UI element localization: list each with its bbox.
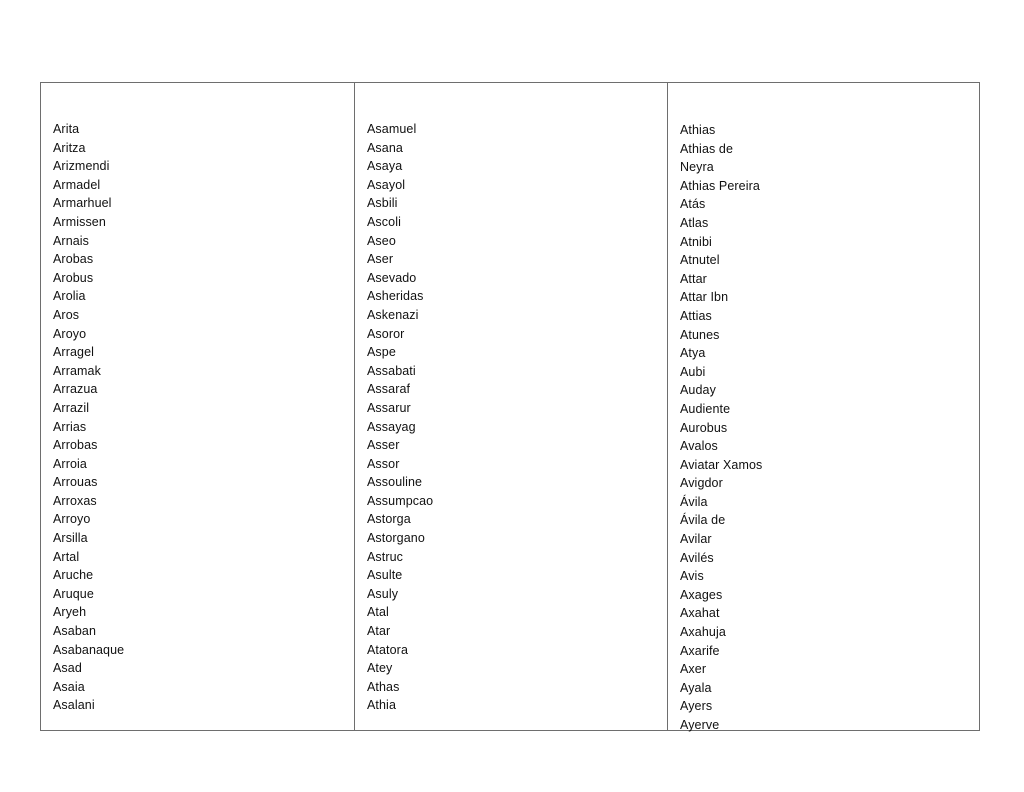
name-entry: Attar Ibn (680, 290, 729, 305)
name-entry: Asayol (367, 177, 406, 192)
name-entry: Arroia (53, 456, 87, 471)
name-entry: Asaya (367, 159, 403, 174)
name-entry: Asevado (367, 270, 417, 285)
name-entry: Artal (53, 549, 80, 564)
name-entry: Asana (367, 140, 403, 155)
name-entry: Atnutel (680, 253, 720, 268)
name-entry: Atatora (367, 642, 409, 657)
name-entry: Asaban (53, 624, 96, 639)
name-entry: Avalos (680, 439, 718, 454)
name-entry: Asser (367, 438, 400, 453)
name-list-1 (53, 120, 124, 715)
name-entry: Asbili (367, 196, 398, 211)
name-entry: Atás (680, 197, 706, 212)
name-entry: Aryeh (53, 605, 87, 620)
name-entry: Asuly (367, 586, 399, 601)
name-entry: Arobas (53, 252, 94, 267)
name-entry: Ávila (680, 494, 708, 509)
name-entry: Axahat (680, 606, 720, 621)
name-entry: Arita (53, 122, 80, 136)
name-entry: Axages (680, 587, 723, 602)
name-entry: Arrobas (53, 438, 98, 453)
name-entry: Atnibi (680, 234, 712, 249)
name-entry: Asamuel (367, 122, 417, 136)
name-entry: Arsilla (53, 531, 88, 546)
name-entry: Avis (680, 569, 704, 584)
name-entry: Astorgano (367, 531, 425, 546)
name-entry: Audiente (680, 401, 731, 416)
name-entry: Assabati (367, 363, 416, 378)
table-column-3 (667, 83, 979, 730)
name-entry: Avilés (680, 550, 714, 565)
name-entry: Arrias (53, 419, 87, 434)
name-entry: Astorga (367, 512, 411, 527)
name-entry: Neyra (680, 160, 714, 175)
name-entry: Aroyo (53, 326, 87, 341)
name-entry: Assouline (367, 475, 423, 490)
name-entry: Aviatar Xamos (680, 457, 763, 472)
name-entry: Athias Pereira (680, 178, 760, 193)
name-entry: Axarife (680, 643, 720, 658)
name-entry: Aurobus (680, 420, 728, 435)
name-entry: Asad (53, 661, 82, 676)
name-entry: Attias (680, 308, 712, 323)
name-entry: Athas (367, 679, 400, 694)
name-entry: Arnais (53, 233, 90, 248)
name-list-3 (680, 121, 762, 735)
surname-table (40, 82, 980, 731)
name-entry: Asheridas (367, 289, 424, 304)
name-entry: Atya (680, 346, 706, 361)
name-entry: Aritza (53, 140, 86, 155)
name-entry: Aruque (53, 586, 94, 601)
name-entry: Auday (680, 383, 716, 398)
name-entry: Armarhuel (53, 196, 112, 211)
name-entry: Ayers (680, 699, 713, 714)
name-entry: Aser (367, 252, 394, 267)
name-entry: Asalani (53, 698, 95, 713)
name-entry: Aruche (53, 568, 94, 583)
name-entry: Arroxas (53, 493, 97, 508)
name-entry: Arrouas (53, 475, 98, 490)
name-entry: Aubi (680, 364, 706, 379)
name-entry: Athia (367, 698, 396, 713)
name-entry: Aspe (367, 345, 396, 360)
name-entry: Asulte (367, 568, 403, 583)
name-entry: Asoror (367, 326, 405, 341)
name-entry: Arrazil (53, 400, 90, 415)
name-entry: Armissen (53, 214, 106, 229)
name-entry: Asaia (53, 679, 85, 694)
name-entry: Arolia (53, 289, 86, 304)
name-entry: Axahuja (680, 625, 726, 640)
name-entry: Avigdor (680, 476, 723, 491)
name-entry: Arragel (53, 345, 94, 360)
name-entry: Athias (680, 123, 716, 137)
name-entry: Assor (367, 456, 400, 471)
name-entry: Asabanaque (53, 642, 125, 657)
name-entry: Atey (367, 661, 393, 676)
name-entry: Arramak (53, 363, 101, 378)
table-column-2 (354, 83, 667, 730)
table-column-1 (41, 83, 354, 730)
name-entry: Armadel (53, 177, 101, 192)
name-entry: Arizmendi (53, 159, 110, 174)
name-entry: Ayala (680, 680, 712, 695)
name-entry: Assumpcao (367, 493, 434, 508)
name-entry: Assaraf (367, 382, 411, 397)
name-entry: Attar (680, 271, 707, 286)
name-entry: Atlas (680, 215, 709, 230)
name-entry: Avilar (680, 532, 712, 547)
name-entry: Ascoli (367, 214, 401, 229)
name-entry: Astruc (367, 549, 404, 564)
name-entry: Axer (680, 662, 707, 677)
name-list-2 (367, 120, 433, 715)
name-entry: Assarur (367, 400, 411, 415)
name-entry: Arroyo (53, 512, 91, 527)
name-entry: Arrazua (53, 382, 98, 397)
name-entry: Aros (53, 307, 80, 322)
name-entry: Ávila de (680, 513, 726, 528)
name-entry: Atal (367, 605, 389, 620)
name-entry: Aseo (367, 233, 396, 248)
name-entry: Arobus (53, 270, 94, 285)
name-entry: Ayerve (680, 718, 720, 732)
name-entry: Assayag (367, 419, 416, 434)
name-entry: Atar (367, 624, 391, 639)
name-entry: Atunes (680, 327, 720, 342)
name-entry: Askenazi (367, 307, 419, 322)
name-entry: Athias de (680, 141, 734, 156)
